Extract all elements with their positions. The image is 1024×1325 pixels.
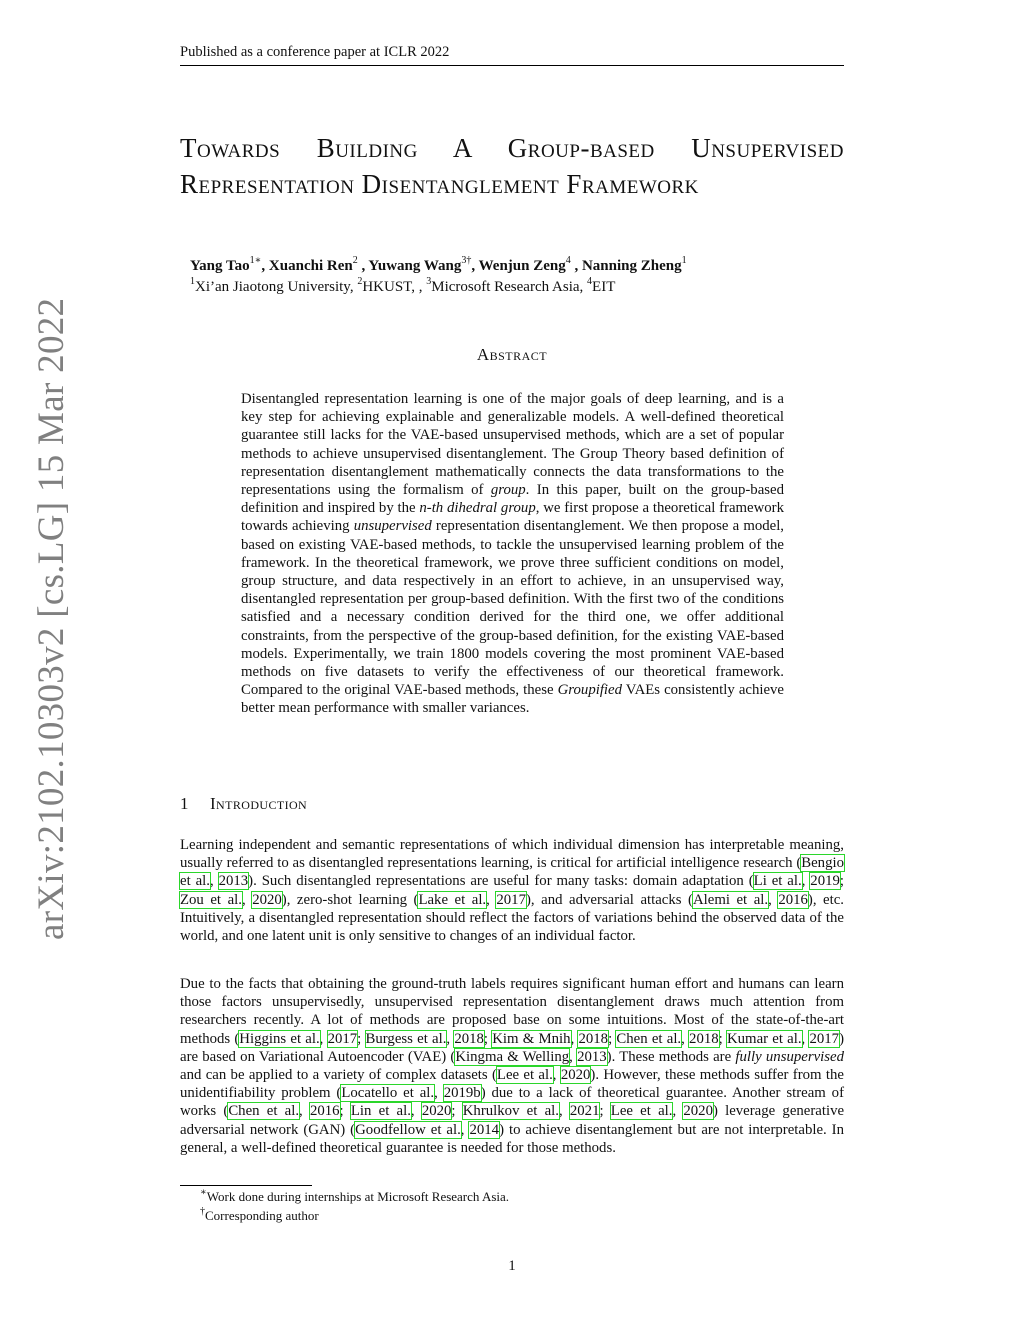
citation-link[interactable]: 2017: [327, 1030, 358, 1047]
abstract-text: representation disentanglement. We then propose a model, based on existing VAE-based methods, to tackle the unsupervised learning problem of the framework. In the theoretical framework, we prove three sufficient conditions on model, group structure, and data respectively in an effort to achieve, in an unsupervised way, disentangled representation per group-based definition. With the first two of the conditions satisfied and a necessary condition derived for the third one, we offer additional constraints, from the perspective of the group-based definition, for the existing VAE-based models. Experimentally, we train 1800 models covering the most prominent VAE-based methods on five datasets to verify the effectiveness of our theoretical framework. Compared to the original VAE-based methods, these: [241, 518, 784, 699]
citation-link[interactable]: Zou et al.: [180, 891, 242, 908]
citation-link[interactable]: Kingma & Welling: [455, 1048, 570, 1065]
body-text: and can be applied to a variety of complex datasets (: [180, 1067, 497, 1084]
paper-title: Towards Building A Group-based Unsupervised Representation Disentanglement Framework: [180, 133, 844, 199]
body-text: ). Such disentangled representations are useful for many tasks: domain adaptation (: [248, 873, 754, 890]
section-heading: [180, 794, 844, 814]
citation-link[interactable]: Higgins et al.: [239, 1030, 320, 1047]
author-name: Yang Tao: [190, 258, 250, 274]
citation-link[interactable]: Lake et al.: [418, 891, 487, 908]
body-text: ). These methods are: [606, 1048, 736, 1065]
citation-link[interactable]: 2020: [560, 1067, 591, 1084]
body-emphasis: fully unsupervised: [735, 1048, 844, 1065]
author-list: Yang Tao$^{1∗}$, Xuanchi Ren$^2$ , Yuwang Wang$^{3\dagger}$, Wenjun Zeng$^4$ , Nanning Zheng$^1$: [190, 255, 687, 274]
section-title: Introduction: [210, 794, 308, 813]
citation-link[interactable]: 2016: [778, 891, 808, 908]
intro-paragraph-2: Due to the facts that obtaining the ground-truth labels requires significant human effort and humans can learn those factors unsupervisedly, unsupervised representation disentanglement draws much attention from researchers recently. A lot of methods are proposed base on some intuitions. Most of the state-of-the-art methods (Higgins et al., 2017; Burgess et al., 2018; Kim & Mnih, 2018; Chen et al., 2018; Kumar et al., 2017) are based on Variational Autoencoder (VAE) (Kingma & Welling, 2013). These methods are fully unsupervised and can be applied to a variety of complex datasets (Lee et al., 2020). However, these methods suffer from the unidentifiability problem (Locatello et al., 2019b) due to a lack of theoretical guarantee. Another stream of works (Chen et al., 2016; Lin et al., 2020; Khrulkov et al., 2021; Lee et al., 2020) leverage generative adversarial network (GAN) (Goodfellow et al., 2014) to achieve disentanglement but are not interpretable. In general, a well-defined theoretical guarantee is needed for those methods.: [180, 976, 845, 1156]
body-text: ), zero-shot learning (: [281, 891, 419, 908]
author-name: Yuwang Wang: [368, 258, 462, 274]
citation-link[interactable]: Kim & Mnih: [492, 1030, 571, 1047]
citation-link[interactable]: Bengio et al.: [180, 855, 844, 890]
citation-link[interactable]: Goodfellow et al.: [355, 1121, 461, 1138]
citation-link[interactable]: 2017: [496, 891, 526, 908]
citation-link[interactable]: Chen et al.: [616, 1030, 682, 1047]
author-mark: 4: [565, 255, 571, 266]
abstract-text: VAEs consistently achieve better mean performance with smaller variances.: [241, 682, 784, 717]
section-number: 1: [180, 794, 189, 813]
citation-link[interactable]: 2013: [218, 873, 249, 890]
running-header: Published as a conference paper at ICLR 2022: [180, 44, 450, 60]
citation-link[interactable]: Lee et al.: [496, 1067, 553, 1084]
body-text: ), and adversarial attacks (: [525, 891, 693, 908]
body-text: ) due to a lack of theoretical guarantee. Another stream of works (: [180, 1085, 845, 1120]
author-mark: 2: [352, 255, 358, 266]
abstract-emphasis: Groupified: [557, 682, 623, 699]
affiliation-name: Microsoft Research Asia: [431, 279, 580, 295]
body-text: ), etc. Intuitively, a disentangled representation should reflect the factors of variations behind the observed data of the world, and one latent unit is only sensitive to changes of an individual factor.: [180, 891, 845, 945]
body-text: Learning independent and semantic representations of which individual dimension has interpretable meaning, usually referred to as disentangled representations learning, is critical for artificial intelligence research (: [180, 837, 844, 872]
footnote-mark: ∗: [200, 1186, 207, 1198]
citation-link[interactable]: Lee et al.: [610, 1103, 673, 1120]
citation-link[interactable]: 2020: [421, 1103, 452, 1120]
citation-link[interactable]: 2020: [252, 891, 282, 908]
affiliation-mark: 1: [190, 276, 195, 287]
citation-link[interactable]: Burgess et al.: [365, 1030, 447, 1047]
citation-link[interactable]: 2018: [454, 1030, 484, 1047]
citation-link[interactable]: 2019: [810, 873, 840, 890]
body-text: ) are based on Variational Autoencoder (VAE) (: [180, 1030, 844, 1065]
body-text: ). However, these methods suffer from the unidentifiability problem (: [180, 1067, 844, 1102]
affiliation-list: $^1$Xi’an Jiaotong University, $^2$HKUST, , $^3$Microsoft Research Asia, $^4$EIT: [190, 276, 616, 295]
intro-paragraph-1: Learning independent and semantic representations of which individual dimension has interpretable meaning, usually referred to as disentangled representations learning, is critical for artificial intelligence research (Bengio et al., 2013). Such disentangled representations are useful for many tasks: domain adaptation (Li et al., 2019; Zou et al., 2020), zero-shot learning (Lake et al., 2017), and adversarial attacks (Alemi et al., 2016), etc. Intuitively, a disentangled representation should reflect the factors of variations behind the observed data of the world, and one latent unit is only sensitive to changes of an individual factor.: [180, 837, 845, 945]
citation-link[interactable]: Locatello et al.: [341, 1085, 435, 1102]
author-mark: 1: [681, 255, 687, 266]
header-rule: [180, 65, 844, 66]
citation-link[interactable]: 2020: [683, 1103, 713, 1120]
abstract-emphasis: group: [490, 482, 526, 499]
affiliation-name: Xi’an Jiaotong University: [195, 279, 350, 295]
body-text: Due to the facts that obtaining the ground-truth labels requires significant human effort and humans can learn those factors unsupervisedly, unsupervised representation disentanglement draws much attention from researchers recently. A lot of methods are proposed base on some intuitions. Most of the state-of-the-art methods (: [180, 976, 844, 1047]
citation-link[interactable]: 2019b: [443, 1085, 481, 1102]
citation-link[interactable]: 2017: [809, 1030, 840, 1047]
footnote: [200, 1186, 510, 1205]
abstract-text: . In this paper, built on the group-based definition and inspired by the: [241, 482, 784, 517]
footnote-text: Work done during internships at Microsoft Research Asia.: [206, 1189, 510, 1204]
citation-link[interactable]: Khrulkov et al.: [462, 1103, 559, 1120]
citation-link[interactable]: 2018: [689, 1030, 719, 1047]
footnote-text: Corresponding author: [205, 1208, 319, 1223]
author-mark: 3†: [461, 255, 472, 266]
affiliation-mark: 2: [357, 276, 363, 287]
citation-link[interactable]: 2018: [578, 1030, 609, 1047]
abstract-body: [241, 390, 784, 718]
affiliation-mark: 4: [587, 276, 593, 287]
body-text: ) leverage generative adversarial network (GAN) (: [180, 1103, 845, 1138]
abstract-heading: Abstract: [476, 345, 548, 364]
citation-link[interactable]: 2014: [469, 1121, 500, 1138]
author-name: Nanning Zheng: [581, 258, 682, 274]
footnote: [200, 1205, 319, 1224]
citation-link[interactable]: Chen et al.: [228, 1103, 300, 1120]
abstract-text: Disentangled representation learning is one of the major goals of deep learning, and is a key step for achieving explainable and generalizable models. A well-defined theoretical guarantee still lacks for the VAE-based unsupervised methods, which are a set of popular methods to achieve unsupervised disentanglement. The Group Theory based definition of representation disentanglement mathematically connects the data transformations to the representations using the formalism of: [241, 391, 784, 499]
arxiv-stamp[interactable]: arXiv:2102.10303v2 [cs.LG] 15 Mar 2022: [31, 297, 72, 940]
author-name: Wenjun Zeng: [478, 258, 566, 274]
citation-link[interactable]: 2013: [577, 1048, 607, 1065]
abstract-text: , we first propose a theoretical framework towards achieving: [241, 500, 784, 535]
citation-link[interactable]: 2016: [309, 1103, 340, 1120]
citation-link[interactable]: Alemi et al.: [692, 891, 769, 908]
affiliation-mark: 3: [426, 276, 432, 287]
affiliation-name: HKUST: [362, 279, 412, 295]
page-number: 1: [508, 1258, 516, 1274]
affiliation-name: EIT: [592, 279, 616, 295]
abstract-emphasis: n-th dihedral group: [419, 500, 536, 517]
author-mark: 1∗: [249, 255, 262, 266]
body-text: ) to achieve disentanglement but are not interpretable. In general, a well-defined theoretical guarantee is needed for those methods.: [180, 1121, 845, 1156]
citation-link[interactable]: 2021: [569, 1103, 600, 1120]
citation-link[interactable]: Kumar et al.: [726, 1030, 802, 1047]
footnote-mark: †: [200, 1205, 205, 1217]
footnote-rule: [180, 1185, 312, 1186]
author-name: Xuanchi Ren: [268, 258, 353, 274]
abstract-emphasis: unsupervised: [353, 518, 432, 535]
citation-link[interactable]: Li et al.: [753, 873, 802, 890]
citation-link[interactable]: Lin et al.: [350, 1103, 411, 1120]
